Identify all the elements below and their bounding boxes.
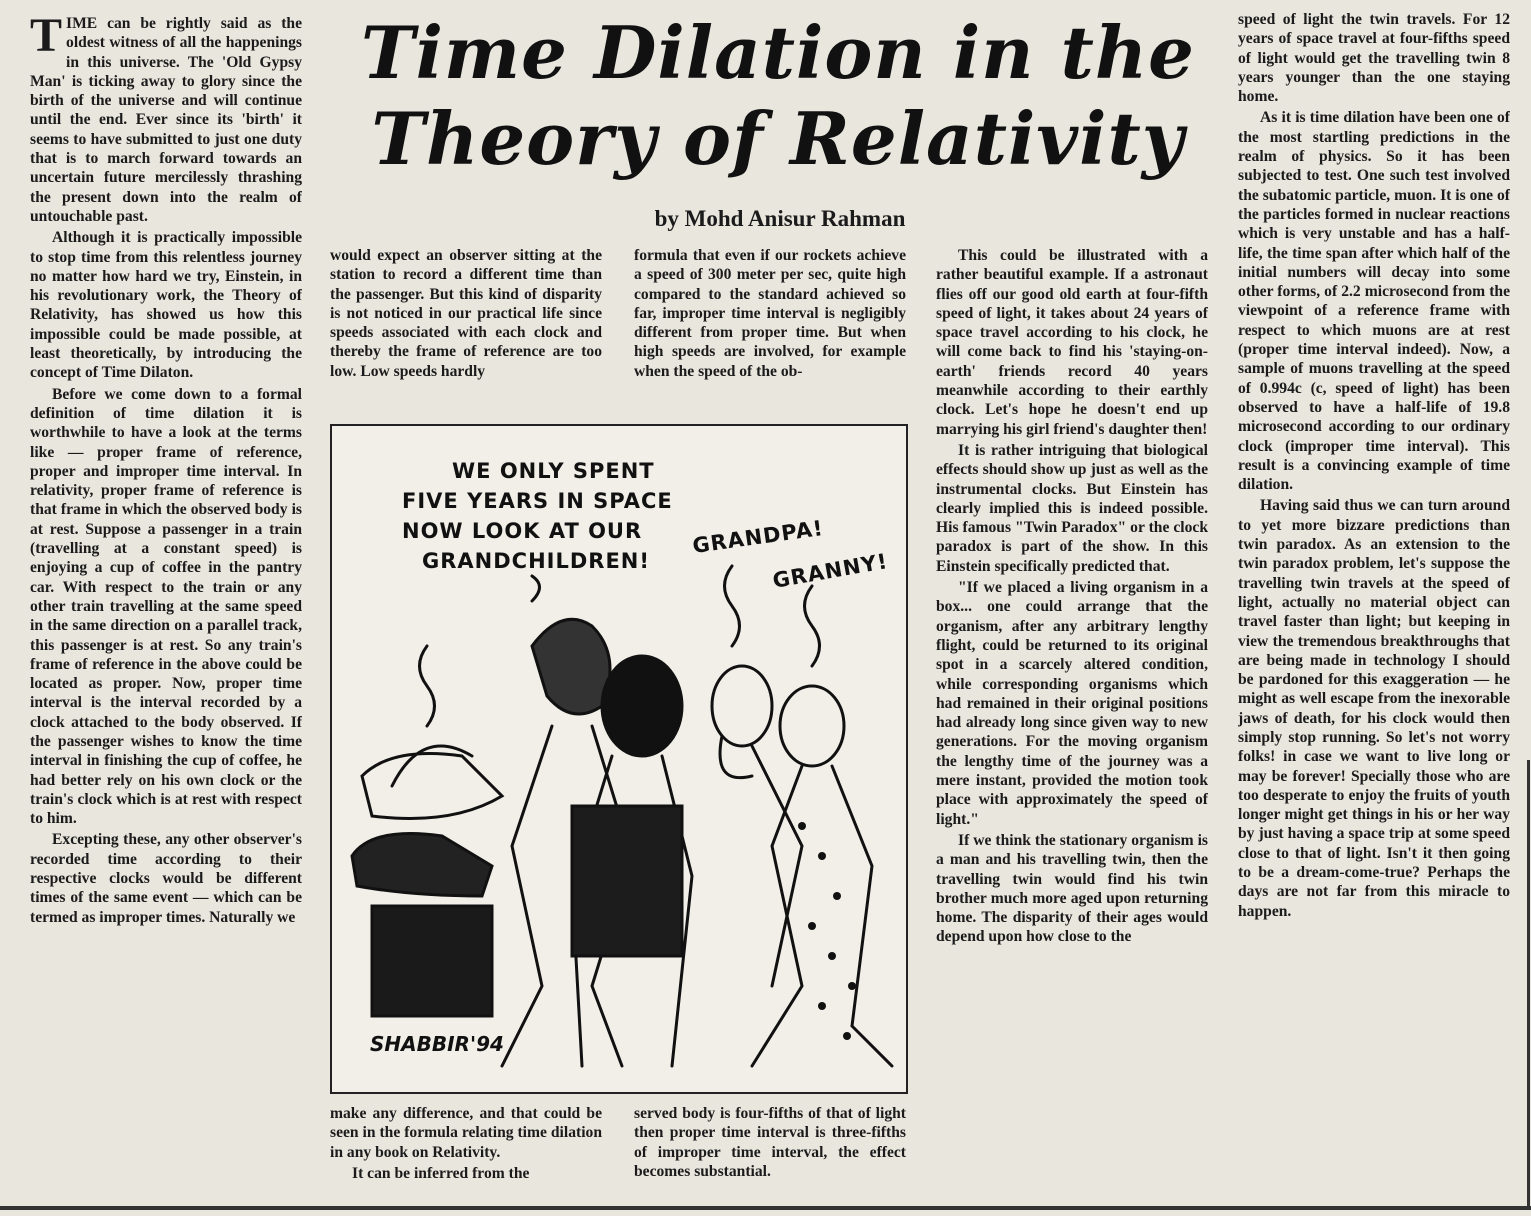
paragraph [30, 14, 302, 226]
article-headline: Time Dilation in the Theory of Relativity [360, 10, 1195, 181]
paragraph: It can be inferred from the [352, 1164, 530, 1182]
text-column-5 [1238, 10, 1510, 1204]
speech-line: WE ONLY SPENT [452, 459, 655, 483]
paragraph: This could be illustrated with a rather beautiful example. If a astronaut flies off our good old earth at four-fifth speed of light, it takes about 24 years of space travel according to his clock, he will come back to find his 'staying-on-earth' friends record 40 years meanwhile according to their earthly clock. Let's hope he doesn't end up marrying his girl friend's daughter then! [936, 247, 1208, 438]
paragraph: It is rather intriguing that biological effects should show up just as well as the instrumental clocks. But Einstein has clearly implied this is indeed possible. His famous "Twin Paradox" or the clock paradox is part of the show. In this Einstein specifically predicted that. [936, 441, 1208, 575]
drop-cap: T [30, 14, 63, 62]
artist-signature: SHABBIR'94 [370, 1032, 504, 1056]
text-column-1 [30, 14, 302, 1204]
text-column-2-top [330, 246, 602, 420]
text-column-3-bottom [634, 1104, 906, 1204]
paragraph: Excepting these, any other observer's recorded time according to their respective clocks would be different times of the same event — which can be termed as improper times. Naturally we [30, 831, 302, 926]
text-column-4 [936, 246, 1208, 1204]
speech-line: GRANDCHILDREN! [422, 549, 650, 573]
cartoon-illustration [330, 424, 908, 1094]
paragraph: Although it is practically impossible to stop time from this relentless journey no matter how hard we try, Einstein, in his revolutionary work, the Theory of Relativity, has showed us how this impossible could be made possible, at least theoretically, by introducing the concept of Time Dilaton. [30, 229, 302, 382]
paragraph: As it is time dilation have been one of the most startling predictions in the realm of physics. So it has been subjected to test. One such test involved the subatomic particle, muon. It is one of the particles formed in nuclear reactions which is very unstable and has a half-life, the time span after which half of the initial numbers will decay into some other forms, of 2.2 microsecond from the viewpoint of a reference frame with respect to which muons are at rest (proper time interval indeed). Now, a sample of muons travelling at the speed of 0.994c (c, speed of light) has been observed to have a half-life of 19.8 microsecond according to our ordinary clock (improper time interval). This result is a convincing example of time dilation. [1238, 109, 1510, 494]
speech-bubble-text [402, 456, 673, 576]
text-column-3-top [634, 246, 906, 420]
article-byline: by Mohd Anisur Rahman [654, 206, 906, 231]
page-bottom-rule [0, 1206, 1531, 1210]
paragraph: speed of light the twin travels. For 12 years of space travel at four-fifths speed of light would get the travelling twin 8 years younger than the one staying home. [1238, 11, 1510, 106]
page-right-rule [1527, 760, 1530, 1206]
speech-granny: GRANNY! [770, 549, 890, 593]
paragraph-text: IME can be rightly said as the oldest witness of all the happenings in this universe. The 'Old Gypsy Man' is ticking away to glory since the birth of the universe and will continue until the end. Ever since its 'birth' it seems to have submitted to just one duty that is to march forward towards an uncertain future mercilessly thrashing the present down into the realm of untouchable past. [30, 15, 302, 225]
paragraph: would expect an observer sitting at the station to record a different time than the passenger. But this kind of disparity is not noticed in our practical life since speeds associated with each clock and thereby the frame of reference are too low. Low speeds hardly [330, 247, 602, 380]
text-column-2-bottom [330, 1104, 602, 1204]
paragraph: If we think the stationary organism is a man and his travelling twin, then the travelling twin would find his twin brother much more aged upon returning home. The disparity of their ages would depend upon how close to the [936, 831, 1208, 946]
speech-line: FIVE YEARS IN SPACE [402, 489, 673, 513]
speech-grandpa: GRANDPA! [690, 515, 825, 559]
paragraph: Having said thus we can turn around to yet more bizzare predictions than twin paradox. As an extension to the twin paradox problem, let's suppose the travelling twin travels at the speed of light, actually no material object can travel faster than light; but keeping in view the tremendous breakthroughs that are being made in technology I should be pardoned for this exaggeration — he might as well escape from the inexorable jaws of death, for his clock would then simply stop running. So let's not worry folks! in case we want to live long or may be forever! Specially those who are too desperate to enjoy the fruits of youth longer might get things in his or her way by just having a space trip at some speed close to that of light. Isn't it then going to be a dream-come-true? Perhaps the days are not far from this miracle to happen. [1238, 497, 1510, 920]
paragraph: "If we placed a living organism in a box... one could arrange that the organism, after any arbitrary lengthy flight, could be returned to its original spot in a scarcely altered condition, while corresponding organisms which had remained in their original positions had already long since given way to new generations. For the moving organism the lengthy time of the journey was a mere instant, provided the motion took place with approximately the speed of light." [936, 579, 1208, 828]
paragraph: Before we come down to a formal definition of time dilation it is worthwhile to have a look at the terms like — proper frame of reference, proper and improper time interval. In relativity, proper frame of reference is that frame in which the observed body is at rest. Suppose a passenger in a train (travelling at a constant speed) is enjoying a cup of coffee in the pantry car. With respect to the train or any other train travelling at the same speed in the same direction on a parallel track, this passenger is at rest. So any train's frame of reference in the above could be located as proper. Now, proper time interval is the interval recorded by a clock attached to the body observed. If the passenger wishes to know the time interval in finishing the cup of coffee, he had better rely on his own clock or the train's clock which is at rest with respect to him. [30, 385, 302, 828]
paragraph: make any difference, and that could be seen in the formula relating time dilation in any book on Relativity. [330, 1105, 602, 1161]
speech-line: NOW LOOK AT OUR [402, 519, 643, 543]
paragraph: served body is four-fifths of that of light then proper time interval is three-fifths of improper time interval, the effect becomes substantial. [634, 1105, 906, 1180]
paragraph: formula that even if our rockets achieve a speed of 300 meter per sec, quite high compared to the standard achieved so far, improper time interval is negligibly different from proper time. But when high speeds are involved, for example when the speed of the ob- [634, 247, 906, 380]
